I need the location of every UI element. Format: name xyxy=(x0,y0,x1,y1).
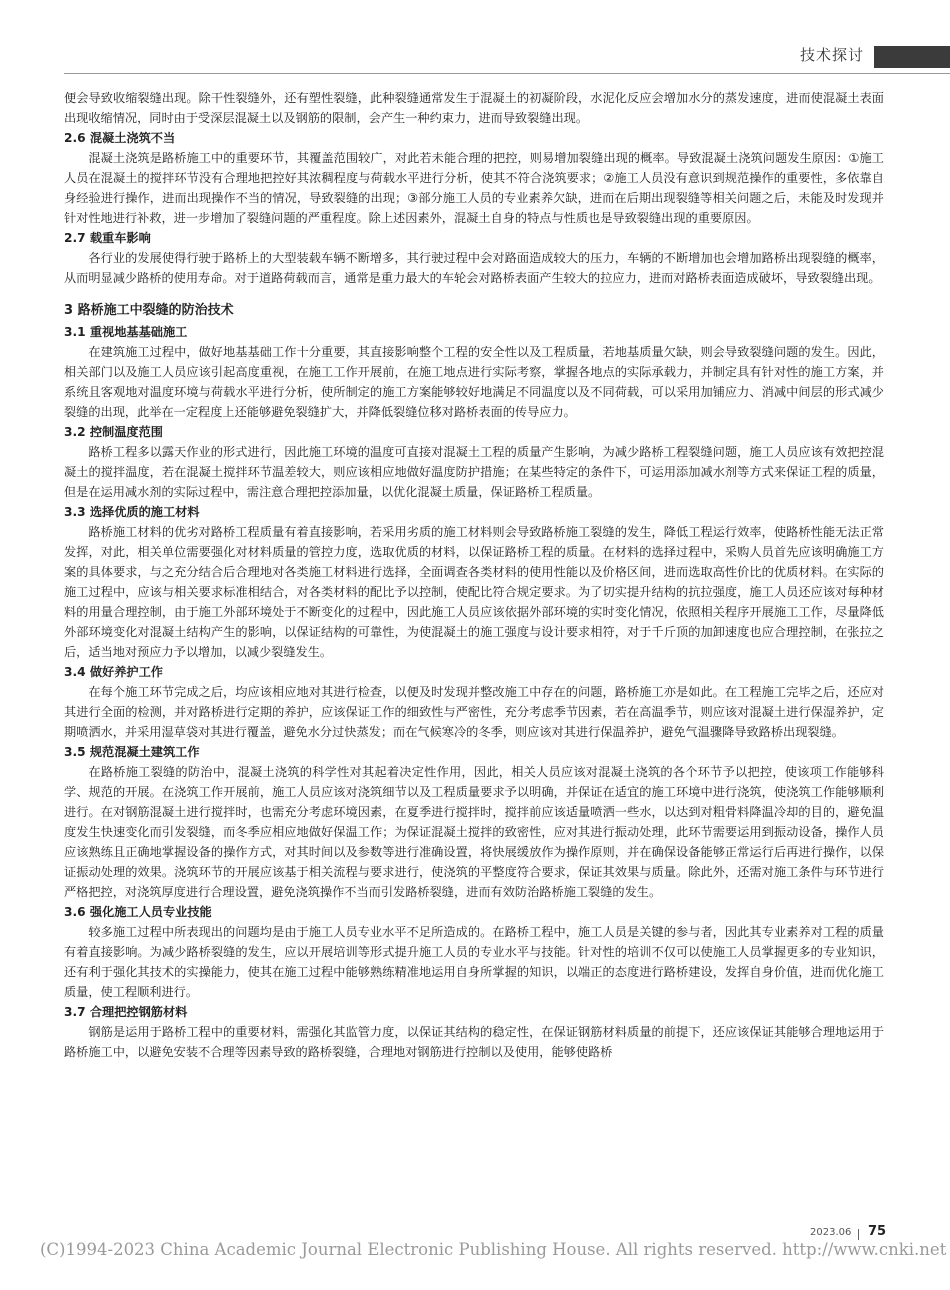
paragraph-3-4: 在每个施工环节完成之后，均应该相应地对其进行检查，以便及时发现并整改施工中存在的问题，路桥施工亦是如此。在工程施工完毕之后，还应对其进行全面的检测，并对路桥进行定期的养护，应该保证工作的细致性与严密性，充分考虑季节因素，若在高温季节，则应该对混凝土进行保湿养护，定期喷洒水，并采用湿草袋对其进行覆盖，避免水分过快蒸发；而在气候寒冷的冬季，则应该对其进行保温养护，避免气温骤降导致路桥出现裂缝。 xyxy=(64,685,884,739)
paragraph-3-1: 在建筑施工过程中，做好地基基础工作十分重要，其直接影响整个工程的安全性以及工程质量，若地基质量欠缺，则会导致裂缝问题的发生。因此，相关部门以及施工人员应该引起高度重视，在施工工作开展前，在施工地点进行实际考察，掌握各地点的实际承载力，并制定具有针对性的施工方案，并系统且客观地对温度环境与荷载水平进行分析，使所制定的施工方案能够较好地满足不同温度以及不同荷载，可以采用加铺应力、消减中间层的形式减少裂缝的出现，此举在一定程度上还能够避免裂缝扩大，并降低裂缝位移对路桥表面的传导应力。 xyxy=(64,345,884,419)
heading-3-7: 3.7 合理把控钢筋材料 xyxy=(64,1005,188,1019)
paragraph-intro: 便会导致收缩裂缝出现。除干性裂缝外，还有塑性裂缝，此种裂缝通常发生于混凝土的初凝阶段，水泥化反应会增加水分的蒸发速度，进而使混凝土表面出现收缩情况，同时由于受深层混凝土以及钢筋的限制，会产生一种约束力，进而导致裂缝出现。 xyxy=(64,91,884,125)
heading-2-7: 2.7 载重车影响 xyxy=(64,231,151,245)
issue-date: 2023.06 xyxy=(810,1227,852,1238)
paragraph-3-2: 路桥工程多以露天作业的形式进行，因此施工环境的温度可直接对混凝土工程的质量产生影响，为减少路桥工程裂缝问题，施工人员应该有效把控混凝土的搅拌温度，若在混凝土搅拌环节温差较大，则应该相应地做好温度防护措施；在某些特定的条件下，可运用添加减水剂等方式来保证工程的质量，但是在运用减水剂的实际过程中，需注意合理把控添加量，以优化混凝土质量，保证路桥工程质量。 xyxy=(64,445,884,499)
paragraph-3-5: 在路桥施工裂缝的防治中，混凝土浇筑的科学性对其起着决定性作用，因此，相关人员应该对混凝土浇筑的各个环节予以把控，使该项工作能够科学、规范的开展。在浇筑工作开展前，施工人员应该对浇筑细节以及工程质量要求予以明确，并保证在适宜的施工环境中进行浇筑，使浇筑工作能够顺利进行。在对钢筋混凝土进行搅拌时，也需充分考虑环境因素，在夏季进行搅拌时，搅拌前应该适量喷洒一些水，以达到对粗骨料降温冷却的目的，避免温度发生快速变化而引发裂缝，而冬季应相应地做好保温工作；为保证混凝土搅拌的致密性，应对其进行振动处理，此环节需要运用到振动设备，操作人员应该熟练且正确地掌握设备的操作方式，对其时间以及参数等进行准确设置，将快展缓放作为操作原则，并在确保设备能够正常运行后再进行操作，以保证振动处理的效果。浇筑环节的开展应该基于相关流程与要求进行，使浇筑的平整度符合要求，保证其效果与质量。除此外，还需对施工条件与环节进行严格把控，对浇筑厚度进行合理设置，避免浇筑操作不当而引发路桥裂缝，进而有效防治路桥施工裂缝的发生。 xyxy=(64,765,884,899)
heading-3-4: 3.4 做好养护工作 xyxy=(64,665,163,679)
paragraph-2-6: 混凝土浇筑是路桥施工中的重要环节，其覆盖范围较广，对此若未能合理的把控，则易增加裂缝出现的概率。导致混凝土浇筑问题发生原因：①施工人员在混凝土的搅拌环节没有合理地把控好其浓稠程度与荷载水平进行分析，使其不符合浇筑要求；②施工人员没有意识到规范操作的重要性，多依靠自身经验进行操作，进而出现操作不当的情况，导致裂缝的出现；③部分施工人员的专业素养欠缺，进而在后期出现裂缝等相关问题之后，未能及时发现并针对性地进行补救，进一步增加了裂缝问题的严重程度。除上述因素外，混凝土自身的特点与性质也是导致裂缝出现的重要原因。 xyxy=(64,151,884,225)
header-bar xyxy=(874,46,950,68)
page-number: 75 xyxy=(868,1224,887,1239)
article-body xyxy=(64,88,884,1062)
heading-2-6: 2.6 混凝土浇筑不当 xyxy=(64,131,176,145)
heading-3-6: 3.6 强化施工人员专业技能 xyxy=(64,905,212,919)
heading-3-3: 3.3 选择优质的施工材料 xyxy=(64,505,200,519)
heading-section-3: 3 路桥施工中裂缝的防治技术 xyxy=(64,303,234,318)
copyright-watermark: (C)1994-2023 China Academic Journal Electronic Publishing House. All rights reserved. http://www.cnki.net xyxy=(40,1240,947,1259)
section-label: 技术探讨 xyxy=(799,46,864,64)
heading-3-1: 3.1 重视地基基础施工 xyxy=(64,325,188,339)
paragraph-3-7: 钢筋是运用于路桥工程中的重要材料，需强化其监管力度，以保证其结构的稳定性，在保证钢筋材料质量的前提下，还应该保证其能够合理地运用于路桥施工中，以避免安装不合理等因素导致的路桥裂缝，合理地对钢筋进行控制以及使用，能够使路桥 xyxy=(64,1025,884,1059)
paragraph-2-7: 各行业的发展使得行驶于路桥上的大型装载车辆不断增多，其行驶过程中会对路面造成较大的压力，车辆的不断增加也会增加路桥出现裂缝的概率，从而明显减少路桥的使用寿命。对于道路荷载而言，通常是重力最大的车轮会对路桥表面产生较大的拉应力，进而对路桥表面造成破坏，导致裂缝出现。 xyxy=(64,251,884,285)
footer-separator xyxy=(858,1229,859,1240)
header-rule xyxy=(64,73,950,74)
heading-3-2: 3.2 控制温度范围 xyxy=(64,425,163,439)
paragraph-3-3: 路桥施工材料的优劣对路桥工程质量有着直接影响，若采用劣质的施工材料则会导致路桥施工裂缝的发生，降低工程运行效率，使路桥性能无法正常发挥，对此，相关单位需要强化对材料质量的管控力度，选取优质的材料，以保证路桥工程的质量。在材料的选择过程中，采购人员首先应该明确施工方案的具体要求，与之充分结合后合理地对各类施工材料进行选择，全面调查各类材料的使用性能以及价格区间，进而选取高性价比的优质材料。在实际的施工过程中，应该与相关要求标准相结合，对各类材料的配比予以控制，使配比符合规定要求。为了切实提升结构的抗拉强度，施工人员还应该对每种材料的用量合理控制，由于施工外部环境处于不断变化的过程中，因此施工人员应该依据外部环境的实时变化情况，依照相关程序开展施工工作，尽量降低外部环境变化对混凝土结构产生的影响，以保证结构的可靠性，为使混凝土的施工强度与设计要求相符，对于千斤顶的加卸速度也应合理控制，在张拉之后，适当地对预应力予以增加，以减少裂缝发生。 xyxy=(64,525,884,659)
paragraph-3-6: 较多施工过程中所表现出的问题均是由于施工人员专业水平不足所造成的。在路桥工程中，施工人员是关键的参与者，因此其专业素养对工程的质量有着直接影响。为减少路桥裂缝的发生，应以开展培训等形式提升施工人员的专业水平与技能。针对性的培训不仅可以使施工人员掌握更多的专业知识，还有利于强化其技术的实操能力，使其在施工过程中能够熟练精准地运用自身所掌握的知识，以端正的态度进行路桥建设，发挥自身价值，进而优化施工质量，使工程顺利进行。 xyxy=(64,925,884,999)
heading-3-5: 3.5 规范混凝土建筑工作 xyxy=(64,745,200,759)
